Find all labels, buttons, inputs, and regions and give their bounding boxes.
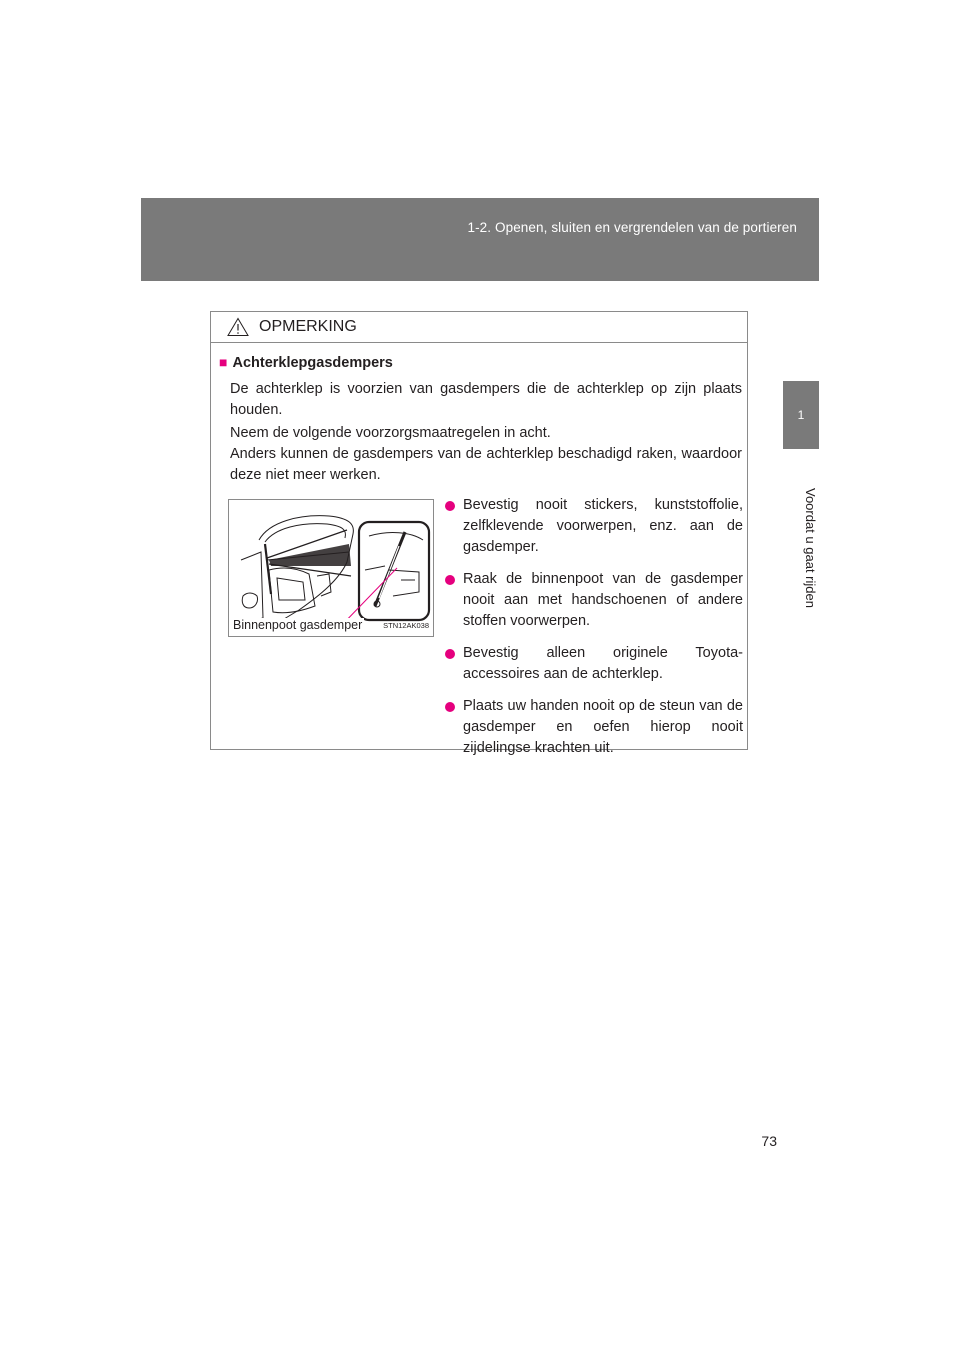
paragraph-precautions-line2: Anders kunnen de gasdempers van de achterklep beschadigd raken, waardoor deze niet meer werken. — [230, 446, 742, 483]
warning-triangle-icon — [227, 317, 249, 337]
bullet-dot-icon — [445, 649, 455, 659]
bullet-dot-icon — [445, 575, 455, 585]
list-item: Raak de binnenpoot van de gasdemper nooit aan met handschoenen of andere stoffen voorwerpen. — [443, 569, 743, 632]
list-item: Bevestig nooit stickers, kunststoffolie, zelfklevende voorwerpen, enz. aan de gasdemper. — [443, 495, 743, 558]
figure-caption: Binnenpoot gasdemper — [233, 618, 363, 632]
list-item: Plaats uw handen nooit op de steun van de gasdemper en oefen hierop nooit zijdelingse krachten uit. — [443, 696, 743, 759]
paragraph-precautions — [230, 423, 742, 486]
tailgate-drawing — [229, 500, 433, 636]
paragraph-precautions-line1: Neem de volgende voorzorgsmaatregelen in acht. — [230, 425, 551, 441]
page-number: 73 — [761, 1133, 777, 1149]
notice-header — [211, 312, 747, 343]
notice-heading: OPMERKING — [259, 318, 357, 335]
notice-box — [210, 311, 748, 756]
section-title — [219, 354, 393, 371]
bullet-dot-icon — [445, 501, 455, 511]
chapter-number: 1 — [797, 408, 805, 422]
header-title: 1-2. Openen, sluiten en vergrendelen van de portieren — [467, 220, 797, 235]
precaution-list — [443, 495, 743, 770]
list-item: Bevestig alleen originele Toyota-accessoires aan de achterklep. — [443, 643, 743, 685]
square-bullet-icon: ■ — [219, 354, 228, 370]
header-band — [141, 198, 819, 281]
chapter-tab — [783, 381, 819, 449]
figure-code: STN12AK038 — [383, 621, 429, 630]
section-title-text: Achterklepgasdempers — [232, 355, 393, 371]
paragraph-intro: De achterklep is voorzien van gasdempers die de achterklep op zijn plaats houden. — [230, 381, 742, 418]
chapter-label: Voordat u gaat rijden — [803, 488, 818, 608]
bullet-dot-icon — [445, 702, 455, 712]
gas-strut-illustration — [228, 499, 434, 637]
